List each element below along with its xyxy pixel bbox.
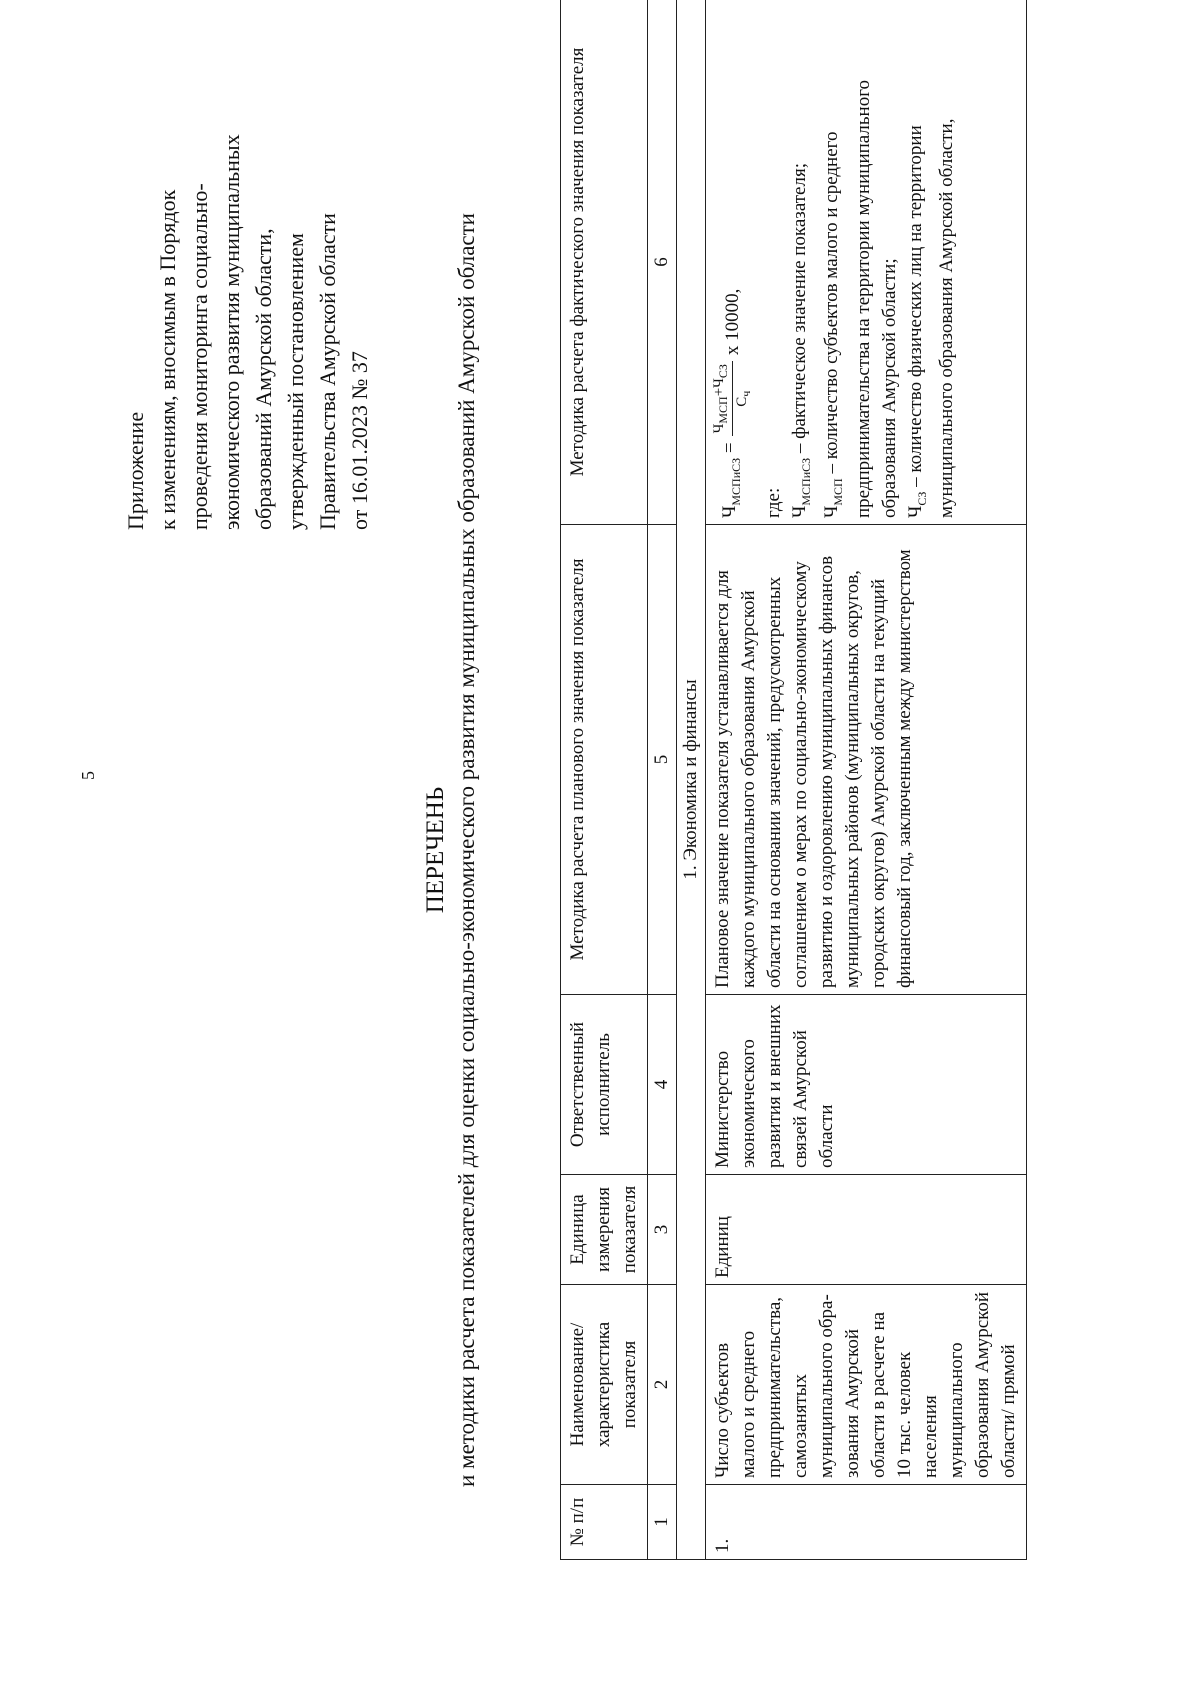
formula-lhs: $Ч_{МСПиСЗ}$ =	[718, 442, 743, 518]
row-number: 1.	[706, 1485, 1027, 1560]
column-number: 5	[648, 525, 677, 995]
header-cell: Методика расчета фактического значения показателя	[561, 0, 648, 525]
header-cell: Методика расчета планового значения показателя	[561, 525, 648, 995]
header-cell: № п/п	[561, 1485, 648, 1560]
definition-line: $Ч_{МСПиСЗ}$ – фактическое значение показателя;	[789, 163, 813, 518]
column-number: 6	[648, 0, 677, 525]
document-title	[420, 60, 482, 1640]
page-number: 5	[78, 771, 98, 780]
header-cell: Наименование/ характеристика показателя	[561, 1285, 648, 1485]
column-number: 1	[648, 1485, 677, 1560]
formula-tail: x 10000,	[721, 288, 743, 356]
indicator-unit: Единиц	[706, 1175, 1027, 1285]
formula-fraction	[710, 361, 755, 436]
appendix-block	[120, 0, 376, 530]
column-number: 3	[648, 1175, 677, 1285]
title-sub: и методики расчета показателей для оценки социально-экономического развития муниципальных образований Амурской области	[454, 213, 479, 1488]
section-row	[677, 0, 706, 1560]
appendix-line: экономического развития муниципальных	[219, 134, 244, 530]
formula-denominator: $С_ч$	[734, 390, 753, 407]
appendix-line: от 16.01.2023 № 37	[347, 351, 372, 530]
fact-method	[706, 0, 1027, 525]
appendix-line: Приложение	[123, 411, 148, 530]
header-cell: Ответственный исполнитель	[561, 995, 648, 1175]
table-header-row	[561, 0, 648, 1560]
header-cell: Единица измерения показателя	[561, 1175, 648, 1285]
appendix-line: проведения мониторинга социально-	[187, 183, 212, 530]
definition-line: $Ч_{СЗ}$ – количество физических лиц на территории муниципального образования Амурской области,	[904, 118, 958, 518]
column-number-row	[648, 0, 677, 1560]
indicators-table	[560, 0, 1027, 1560]
appendix-line: образований Амурской области,	[251, 228, 276, 530]
appendix-line: к изменениям, вносимым в Порядок	[155, 189, 180, 530]
section-title: 1. Экономика и финансы	[677, 0, 706, 1560]
appendix-line: Правительства Амурской области	[315, 213, 340, 530]
responsible-executor: Министерство экономического развития и внешних связей Амурской области	[706, 995, 1027, 1175]
column-number: 2	[648, 1285, 677, 1485]
indicator-name: Число субъектов малого и среднего предпринимательства, самозанятых муниципального обра-зования Амурской области в расчете на 10 тыс. человек населения муниципального образования Амурской области/ прямой	[706, 1285, 1027, 1485]
title-main: ПЕРЕЧЕНЬ	[422, 786, 449, 914]
where-label: где:	[763, 487, 784, 518]
appendix-line: утвержденный постановлением	[283, 233, 308, 530]
definition-line: $Ч_{МСП}$ – количество субъектов малого и среднего предпринимательства на территории муниципального образования Амурской области;	[820, 79, 900, 518]
plan-method: Плановое значение показателя устанавливается для каждого муниципального образования Амурской области на основании значений, предусмотренных соглашением о мерах по социально-экономическому развитию и оздоровлению муниципальных финансов муниципальных районов (муниципальных округов, городских округов) Амурской области на текущий финансовый год, заключенным между министерством	[706, 525, 1027, 995]
rotated-page-content	[20, 47, 1130, 1640]
formula-numerator: $Ч_{МСП}+Ч_{СЗ}$	[710, 361, 733, 436]
column-number: 4	[648, 995, 677, 1175]
calculation-formula	[710, 6, 755, 518]
table-row	[706, 0, 1027, 1560]
